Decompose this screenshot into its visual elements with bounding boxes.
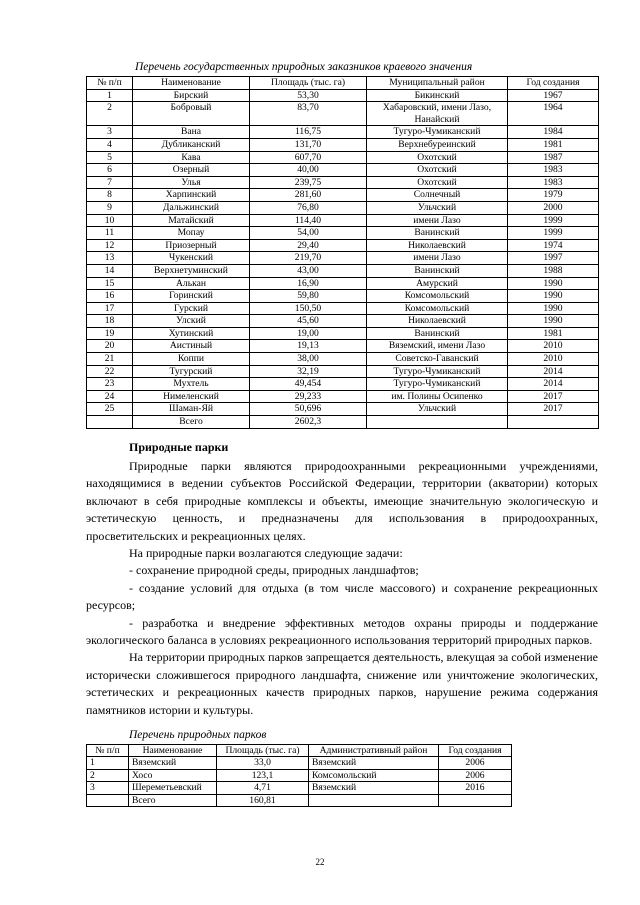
table-cell: Бирский <box>133 89 250 102</box>
table-cell: 1997 <box>508 252 599 265</box>
table-cell: Матайский <box>133 214 250 227</box>
table-total-row <box>87 416 599 429</box>
table-cell: 2017 <box>508 390 599 403</box>
table-row <box>87 327 599 340</box>
table-row <box>87 315 599 328</box>
paragraph: На природные парки возлагаются следующие задачи: <box>129 546 403 561</box>
table-cell: Озерный <box>133 164 250 177</box>
table-cell: 114,40 <box>250 214 367 227</box>
paragraph: - разработка и внедрение эффективных методов охраны природы и поддержание экологического баланса в условиях рекреационного использования территорий природных парков. <box>86 615 598 648</box>
table-cell: 12 <box>87 239 133 252</box>
parks-table <box>86 744 512 807</box>
table-cell: 10 <box>87 214 133 227</box>
table-cell: 5 <box>87 151 133 164</box>
table-cell: Харпинский <box>133 189 250 202</box>
table-cell: Чукенский <box>133 252 250 265</box>
table-cell: 2006 <box>439 757 512 769</box>
table-cell: 2006 <box>439 769 512 781</box>
table-cell: 1990 <box>508 277 599 290</box>
table-cell: Охотский <box>367 151 508 164</box>
table-cell: 281,60 <box>250 189 367 202</box>
column-header: Год создания <box>508 77 599 90</box>
table-row <box>87 353 599 366</box>
table-header-row <box>87 745 512 757</box>
table-cell: Шереметьевский <box>129 782 217 794</box>
table-cell: 1990 <box>508 302 599 315</box>
table-cell: Тугурский <box>133 365 250 378</box>
table-cell: 1999 <box>508 227 599 240</box>
table-cell <box>508 416 599 429</box>
table-cell: 2014 <box>508 378 599 391</box>
column-header: Наименование <box>133 77 250 90</box>
table-cell: 1990 <box>508 315 599 328</box>
table-cell: Ванинский <box>367 227 508 240</box>
table-row <box>87 277 599 290</box>
table-cell: Хосо <box>129 769 217 781</box>
table-cell: 607,70 <box>250 151 367 164</box>
table-cell: Ульчский <box>367 201 508 214</box>
table-cell: 4 <box>87 138 133 151</box>
table-cell: 59,80 <box>250 290 367 303</box>
paragraph: - создание условий для отдыха (в том числе массового) и сохранение рекреационных ресурсов; <box>86 580 598 613</box>
table-row <box>87 164 599 177</box>
table1-caption: Перечень государственных природных заказников краевого значения <box>135 61 473 73</box>
table-cell: 9 <box>87 201 133 214</box>
table-cell: имени Лазо <box>367 214 508 227</box>
table-cell <box>309 794 439 806</box>
table-cell: Приозерный <box>133 239 250 252</box>
table-cell: 19 <box>87 327 133 340</box>
table-cell: 3 <box>87 782 129 794</box>
table-row <box>87 89 599 102</box>
table-cell: Улья <box>133 176 250 189</box>
table-cell: 2000 <box>508 201 599 214</box>
table-cell: Верхнетуминский <box>133 264 250 277</box>
table-cell: 1988 <box>508 264 599 277</box>
column-header: Наименование <box>129 745 217 757</box>
table-cell: Мухтель <box>133 378 250 391</box>
table-cell: Горинский <box>133 290 250 303</box>
table-cell: 219,70 <box>250 252 367 265</box>
body-text <box>86 458 598 719</box>
table-cell: Алькан <box>133 277 250 290</box>
table-cell: 1 <box>87 757 129 769</box>
table-cell <box>87 416 133 429</box>
table-cell: 15 <box>87 277 133 290</box>
table-cell: Дубликанский <box>133 138 250 151</box>
table-cell: 1974 <box>508 239 599 252</box>
column-header: № п/п <box>87 77 133 90</box>
table-cell: 3 <box>87 126 133 139</box>
paragraph: Природные парки являются природоохранными рекреационными учреждениями, находящимися в ведении субъектов Российской Федерации, территории (акватории) которых включают в себя природные комплексы и объекты, имеющие значительную экологическую и эстетическую ценность, и предназначены для использования в природоохранных, просветительских и рекреационных целях. <box>86 459 598 543</box>
table-cell: Ванинский <box>367 327 508 340</box>
table-cell: 2602,3 <box>250 416 367 429</box>
table-cell: 40,00 <box>250 164 367 177</box>
table-cell: 1981 <box>508 138 599 151</box>
table-cell: 131,70 <box>250 138 367 151</box>
table-cell: 19,13 <box>250 340 367 353</box>
table-cell: 38,00 <box>250 353 367 366</box>
table-cell: 21 <box>87 353 133 366</box>
table-cell: 29,233 <box>250 390 367 403</box>
paragraph: На территории природных парков запрещается деятельность, влекущая за собой изменение исторически сложившегося природного ландшафта, снижение или уничтожение экологических, эстетических и рекреационных качеств природных парков, нарушение режима содержания памятников истории и культуры. <box>86 650 598 717</box>
table-cell: 1987 <box>508 151 599 164</box>
table-row <box>87 214 599 227</box>
table-cell: 123,1 <box>217 769 309 781</box>
table-total-row <box>87 794 512 806</box>
table-cell: 19,00 <box>250 327 367 340</box>
table-cell: 2010 <box>508 340 599 353</box>
table-cell: 7 <box>87 176 133 189</box>
table-cell: Дальжинский <box>133 201 250 214</box>
table-cell: Комсомольский <box>309 769 439 781</box>
table-cell: имени Лазо <box>367 252 508 265</box>
table-row <box>87 176 599 189</box>
table-cell: 1990 <box>508 290 599 303</box>
table-cell: 53,30 <box>250 89 367 102</box>
table-cell <box>87 794 129 806</box>
table-row <box>87 126 599 139</box>
table-cell: Хутинский <box>133 327 250 340</box>
table-cell: 1983 <box>508 164 599 177</box>
table-cell: Улский <box>133 315 250 328</box>
table-cell: Нимеленский <box>133 390 250 403</box>
table-cell: Вяземский <box>129 757 217 769</box>
column-header: Административный район <box>309 745 439 757</box>
table-cell: 24 <box>87 390 133 403</box>
table-cell: Ванинский <box>367 264 508 277</box>
table-cell: им. Полины Осипенко <box>367 390 508 403</box>
table-cell: 160,81 <box>217 794 309 806</box>
table-cell: 2016 <box>439 782 512 794</box>
table-cell: 1979 <box>508 189 599 202</box>
table-cell: 17 <box>87 302 133 315</box>
table-cell: 1984 <box>508 126 599 139</box>
table-row <box>87 264 599 277</box>
table-row <box>87 189 599 202</box>
table-cell: 23 <box>87 378 133 391</box>
table-cell: 18 <box>87 315 133 328</box>
column-header: Площадь (тыс. га) <box>250 77 367 90</box>
table-cell: 2010 <box>508 353 599 366</box>
column-header: Площадь (тыс. га) <box>217 745 309 757</box>
table-cell: Всего <box>133 416 250 429</box>
table-cell: 16 <box>87 290 133 303</box>
table-cell: Бикинский <box>367 89 508 102</box>
table-cell: Охотский <box>367 176 508 189</box>
table-cell: Вяземский <box>309 782 439 794</box>
table-cell: 22 <box>87 365 133 378</box>
table-cell: 2014 <box>508 365 599 378</box>
table-cell <box>367 416 508 429</box>
table-cell: 14 <box>87 264 133 277</box>
table-cell: 16,90 <box>250 277 367 290</box>
page-number: 22 <box>315 857 325 867</box>
table-header-row <box>87 77 599 90</box>
table-cell: Тугуро-Чумиканский <box>367 378 508 391</box>
table-cell: Николаевский <box>367 239 508 252</box>
table-cell: 1999 <box>508 214 599 227</box>
table-cell: 2 <box>87 102 133 126</box>
table-cell: Всего <box>129 794 217 806</box>
table-cell: 1981 <box>508 327 599 340</box>
table-row <box>87 757 512 769</box>
table-row <box>87 378 599 391</box>
table-cell: 25 <box>87 403 133 416</box>
table-cell: Мопау <box>133 227 250 240</box>
table-row <box>87 365 599 378</box>
table-cell: Тугуро-Чумиканский <box>367 126 508 139</box>
table-row <box>87 390 599 403</box>
table-row <box>87 138 599 151</box>
table-cell: 32,19 <box>250 365 367 378</box>
column-header: Муниципальный район <box>367 77 508 90</box>
table-cell: Комсомольский <box>367 302 508 315</box>
table-cell: Вяземский, имени Лазо <box>367 340 508 353</box>
table-cell: Шаман-Яй <box>133 403 250 416</box>
table-cell: Вяземский <box>309 757 439 769</box>
table-cell: 1983 <box>508 176 599 189</box>
table-cell: 11 <box>87 227 133 240</box>
table-row <box>87 239 599 252</box>
table-cell: 1967 <box>508 89 599 102</box>
paragraph: - сохранение природной среды, природных ландшафтов; <box>129 563 419 578</box>
column-header: Год создания <box>439 745 512 757</box>
table-cell: 50,696 <box>250 403 367 416</box>
table-row <box>87 252 599 265</box>
table-cell: Николаевский <box>367 315 508 328</box>
table-cell: Коппи <box>133 353 250 366</box>
table-cell: 4,71 <box>217 782 309 794</box>
table-cell: 20 <box>87 340 133 353</box>
table-cell: Хабаровский, имени Лазо, Нанайский <box>367 102 508 126</box>
table-cell: 8 <box>87 189 133 202</box>
table-cell: 6 <box>87 164 133 177</box>
table-cell: 239,75 <box>250 176 367 189</box>
table-row <box>87 227 599 240</box>
table-cell: 1 <box>87 89 133 102</box>
table-cell: Аистиный <box>133 340 250 353</box>
table-cell: 150,50 <box>250 302 367 315</box>
reserves-table <box>86 76 599 429</box>
table-row <box>87 201 599 214</box>
table-cell: Гурский <box>133 302 250 315</box>
table-row <box>87 102 599 126</box>
table-cell: Верхнебуреинский <box>367 138 508 151</box>
table2-caption: Перечень природных парков <box>129 729 267 741</box>
table-row <box>87 340 599 353</box>
table-cell: Солнечный <box>367 189 508 202</box>
table-cell: Амурский <box>367 277 508 290</box>
table-cell: 43,00 <box>250 264 367 277</box>
table-cell: 13 <box>87 252 133 265</box>
table-cell: Советско-Гаванский <box>367 353 508 366</box>
table-cell <box>439 794 512 806</box>
table-cell: 1964 <box>508 102 599 126</box>
table-cell: Тугуро-Чумиканский <box>367 365 508 378</box>
table-cell: 45,60 <box>250 315 367 328</box>
table-row <box>87 290 599 303</box>
table-cell: 29,40 <box>250 239 367 252</box>
table-cell: 33,0 <box>217 757 309 769</box>
table-cell: Вана <box>133 126 250 139</box>
table-cell: 2 <box>87 769 129 781</box>
table-cell: Бобровый <box>133 102 250 126</box>
table-cell: Охотский <box>367 164 508 177</box>
table-cell: 76,80 <box>250 201 367 214</box>
table-cell: 49,454 <box>250 378 367 391</box>
section-heading: Природные парки <box>129 440 229 454</box>
table-cell: Комсомольский <box>367 290 508 303</box>
table-cell: 116,75 <box>250 126 367 139</box>
table-cell: Кава <box>133 151 250 164</box>
table-cell: 83,70 <box>250 102 367 126</box>
table-cell: 54,00 <box>250 227 367 240</box>
table-row <box>87 151 599 164</box>
table-row <box>87 769 512 781</box>
table-cell: Ульчский <box>367 403 508 416</box>
table-cell: 2017 <box>508 403 599 416</box>
column-header: № п/п <box>87 745 129 757</box>
table-row <box>87 403 599 416</box>
table-row <box>87 782 512 794</box>
table-row <box>87 302 599 315</box>
